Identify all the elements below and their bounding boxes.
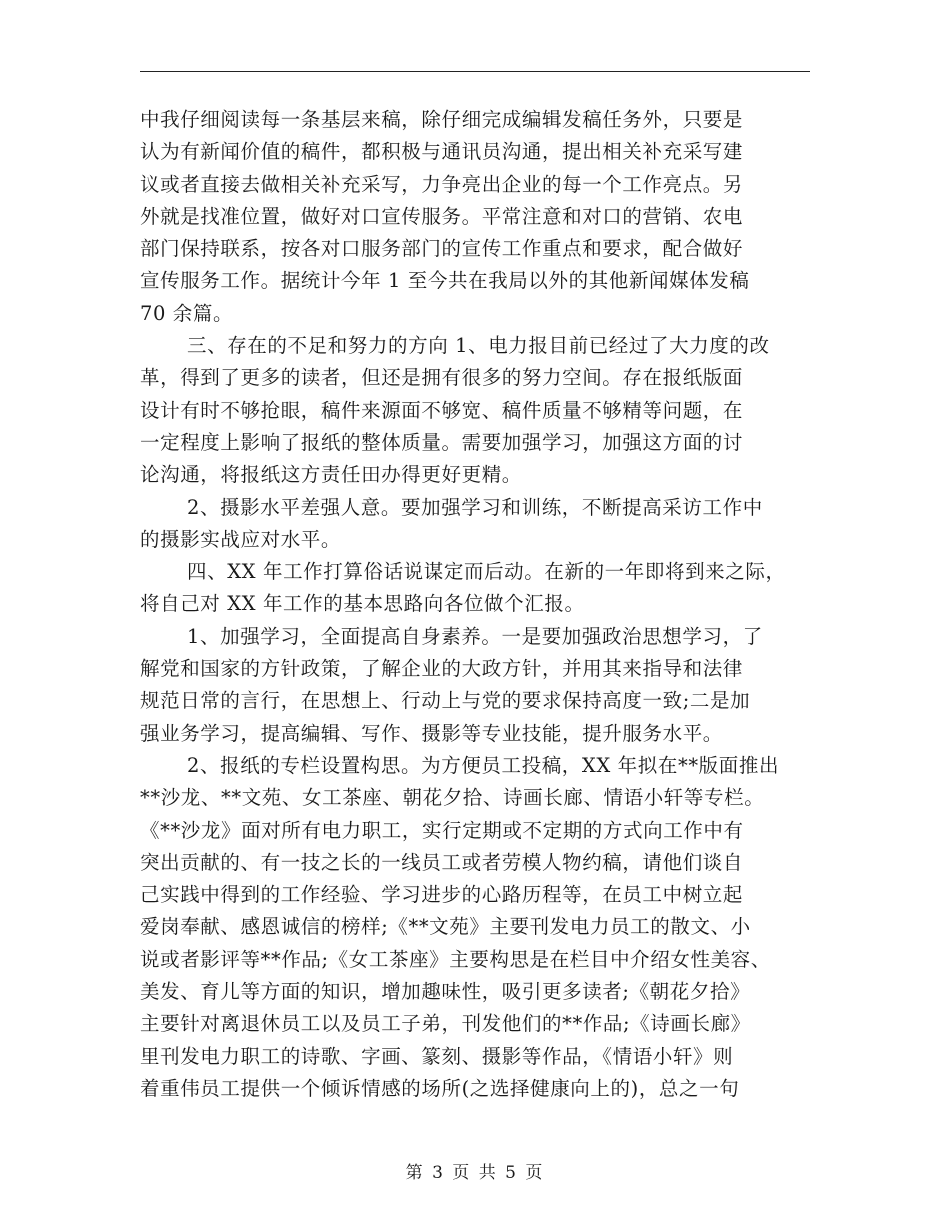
text-line: 里刊发电力职工的诗歌、字画、篆刻、摄影等作品，《情语小轩》则 xyxy=(140,1044,734,1068)
text-line: 爱岗奉献、感恩诚信的榜样;《**文苑》主要刊发电力员工的散文、小 xyxy=(140,915,751,939)
text-line: 解党和国家的方针政策，了解企业的大政方针，并用其来指导和法律 xyxy=(140,657,744,681)
text-line: 革，得到了更多的读者，但还是拥有很多的努力空间。存在报纸版面 xyxy=(140,366,744,390)
text-line: 论沟通，将报纸这方责任田办得更好更精。 xyxy=(140,463,522,487)
text-line: 强业务学习，提高编辑、写作、摄影等专业技能，提升服务水平。 xyxy=(140,721,723,745)
text-line: 将自己对 XX 年工作的基本思路向各位做个汇报。 xyxy=(140,592,585,616)
text-line: 宣传服务工作。据统计今年 1 至今共在我局以外的其他新闻媒体发稿 xyxy=(140,269,750,293)
header-rule xyxy=(140,71,810,72)
text-line: 己实践中得到的工作经验、学习进步的心路历程等，在员工中树立起 xyxy=(140,883,744,907)
text-line: 中我仔细阅读每一条基层来稿，除仔细完成编辑发稿任务外，只要是 xyxy=(140,108,744,131)
paragraph-first-line: 四、XX 年工作打算俗话说谋定而后动。在新的一年即将到来之际， xyxy=(187,560,786,584)
text-line: 70 余篇。 xyxy=(140,301,234,325)
text-line: **沙龙、**文苑、女工茶座、朝花夕拾、诗画长廊、情语小轩等专栏。 xyxy=(140,786,765,810)
text-line: 一定程度上影响了报纸的整体质量。需要加强学习，加强这方面的讨 xyxy=(140,430,744,454)
page-footer: 第 3 页 共 5 页 xyxy=(405,1163,545,1183)
paragraph-first-line: 1、加强学习，全面提高自身素养。一是要加强政治思想学习，了 xyxy=(187,624,763,648)
text-line: 部门保持联系，按各对口服务部门的宣传工作重点和要求，配合做好 xyxy=(140,237,744,261)
text-line: 说或者影评等**作品;《女工茶座》主要构思是在栏目中介绍女性美容、 xyxy=(140,947,771,971)
text-line: 突出贡献的、有一技之长的一线员工或者劳模人物约稿，请他们谈自 xyxy=(140,850,744,874)
text-line: 美发、育儿等方面的知识，增加趣味性，吸引更多读者;《朝花夕拾》 xyxy=(140,980,751,1004)
paragraph-first-line: 2、摄影水平差强人意。要加强学习和训练，不断提高采访工作中 xyxy=(187,495,763,519)
document-body xyxy=(140,104,810,1105)
text-line: 《**沙龙》面对所有电力职工，实行定期或不定期的方式向工作中有 xyxy=(140,818,744,842)
text-line: 设计有时不够抢眼，稿件来源面不够宽、稿件质量不够精等问题，在 xyxy=(140,398,744,422)
text-line: 规范日常的言行，在思想上、行动上与党的要求保持高度一致;二是加 xyxy=(140,689,751,713)
text-line: 着重伟员工提供一个倾诉情感的场所(之选择健康向上的)，总之一句 xyxy=(140,1076,740,1100)
text-line: 外就是找准位置，做好对口宣传服务。平常注意和对口的营销、农电 xyxy=(140,204,744,228)
paragraph-first-line: 三、存在的不足和努力的方向 1、电力报目前已经过了大力度的改 xyxy=(187,334,770,358)
text-line: 认为有新闻价值的稿件，都积极与通讯员沟通，提出相关补充采写建 xyxy=(140,140,744,164)
text-line: 主要针对离退休员工以及员工子弟，刊发他们的**作品;《诗画长廊》 xyxy=(140,1012,751,1036)
text-line: 的摄影实战应对水平。 xyxy=(140,527,342,551)
text-line: 议或者直接去做相关补充采写，力争亮出企业的每一个工作亮点。另 xyxy=(140,172,744,196)
paragraph-first-line: 2、报纸的专栏设置构思。为方便员工投稿，XX 年拟在**版面推出 xyxy=(187,753,780,777)
